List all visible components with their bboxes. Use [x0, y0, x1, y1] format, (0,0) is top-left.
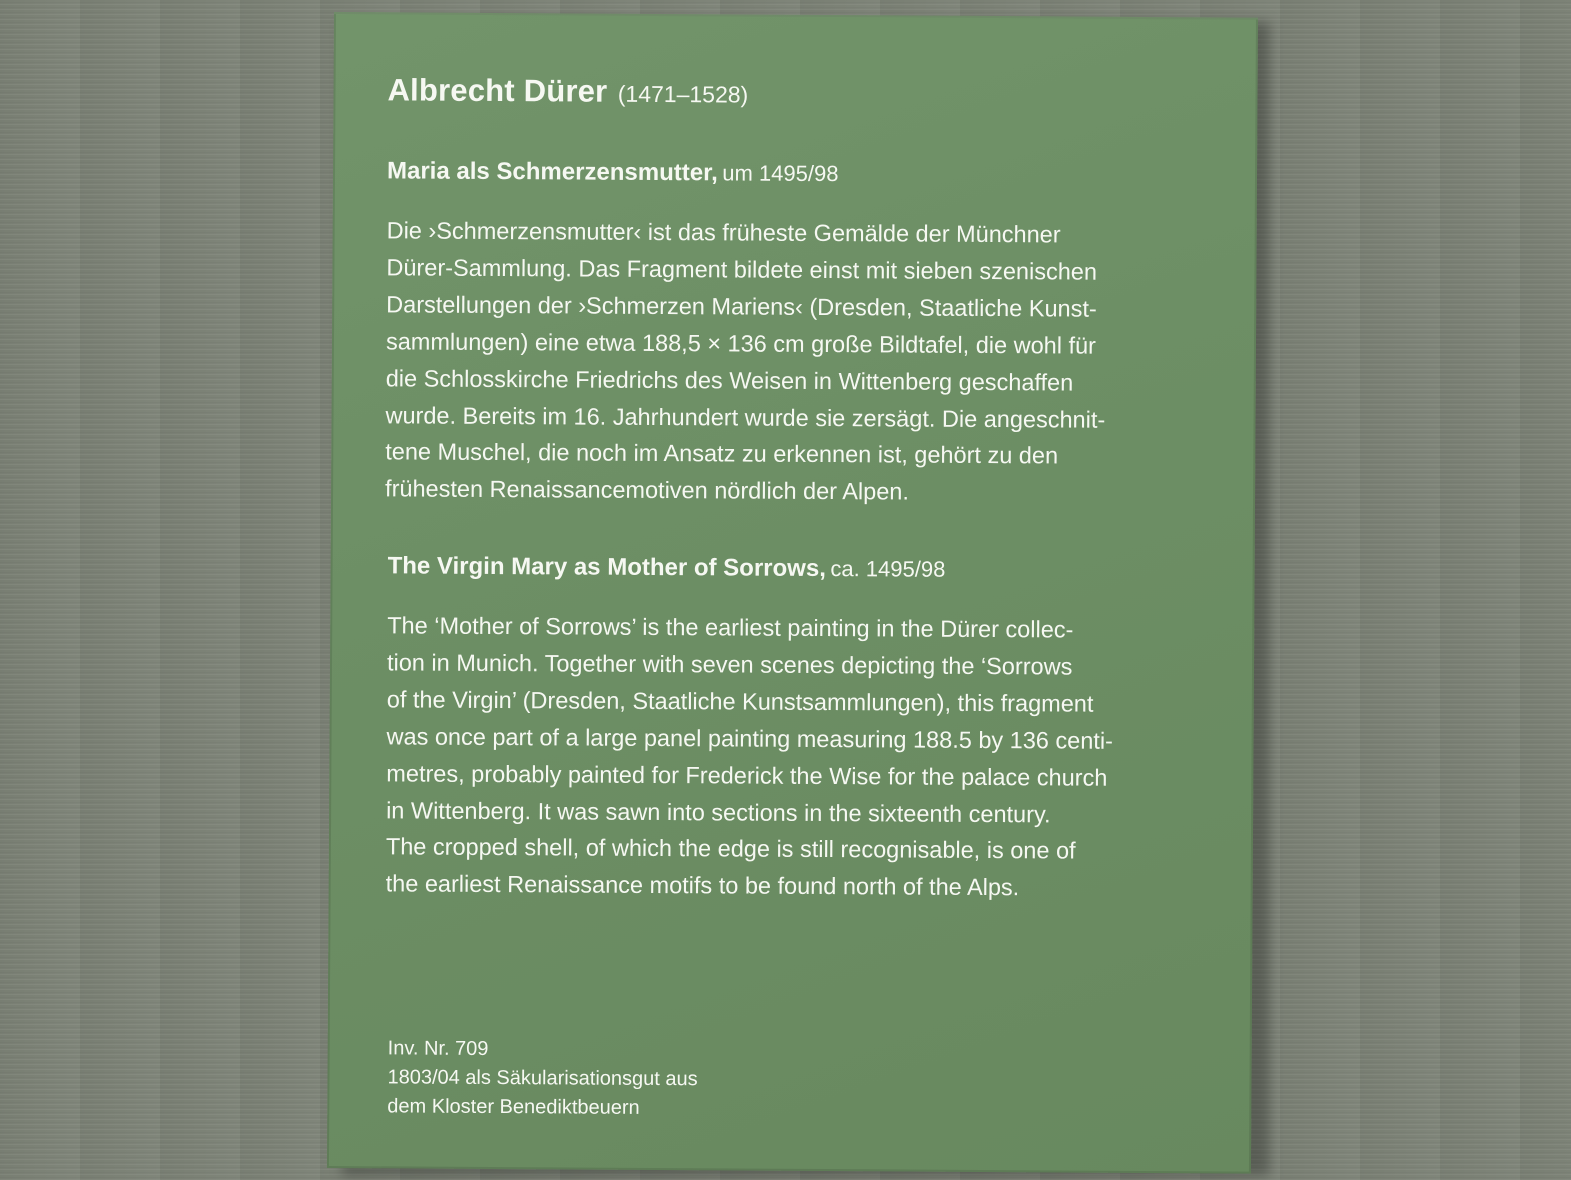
- provenance-line-2: dem Kloster Benediktbeuern: [387, 1095, 640, 1119]
- artist-heading: [387, 72, 748, 110]
- english-date: ca. 1495/98: [830, 556, 946, 582]
- museum-label-plaque: [327, 12, 1258, 1174]
- artist-dates: (1471–1528): [617, 80, 749, 108]
- provenance-block: [387, 1034, 698, 1123]
- artist-name: Albrecht Dürer: [387, 72, 608, 109]
- german-title: Maria als Schmerzensmutter,: [386, 157, 718, 187]
- german-date: um 1495/98: [722, 160, 839, 187]
- english-title-line: [388, 552, 946, 583]
- german-description: Die ›Schmerzensmutter‹ ist das früheste Gemälde der Münchner Dürer-Sammlung. Das Fragment bildete einst mit sieben szenischen Darstellungen der ›Schmerzen Mariens‹ (Dresden, Staatliche Kunst- sammlungen) eine etwa 188,5 × 136 cm große Bildtafel, die wohl für die Schlosskirche Friedrichs des Weisen in Wittenberg geschaffen wurde. Bereits im 16. Jahrhundert wurde sie zersägt. Die angeschnit- tene Muschel, die noch im Ansatz zu erkennen ist, gehört zu den frühesten Renaissancemotiven nördlich der Alpen.: [385, 217, 1106, 505]
- provenance-line-1: 1803/04 als Säkularisationsgut aus: [387, 1066, 698, 1091]
- german-title-line: [387, 157, 839, 188]
- english-description: The ‘Mother of Sorrows’ is the earliest painting in the Dürer collec- tion in Munich. Together with seven scenes depicting the ‘Sorrows of the Virgin’ (Dresden, Staatliche Kunstsammlungen), this fragment was once part of a large panel painting measuring 188.5 by 136 centi- metres, probably painted for Frederick the Wise for the palace church in Wittenberg. It was sawn into sections in the sixteenth century. The cropped shell, of which the edge is still recognisable, is one of the earliest Renaissance motifs to be found north of the Alps.: [385, 612, 1114, 901]
- inventory-number: Inv. Nr. 709: [387, 1037, 489, 1060]
- english-title: The Virgin Mary as Mother of Sorrows,: [387, 552, 827, 583]
